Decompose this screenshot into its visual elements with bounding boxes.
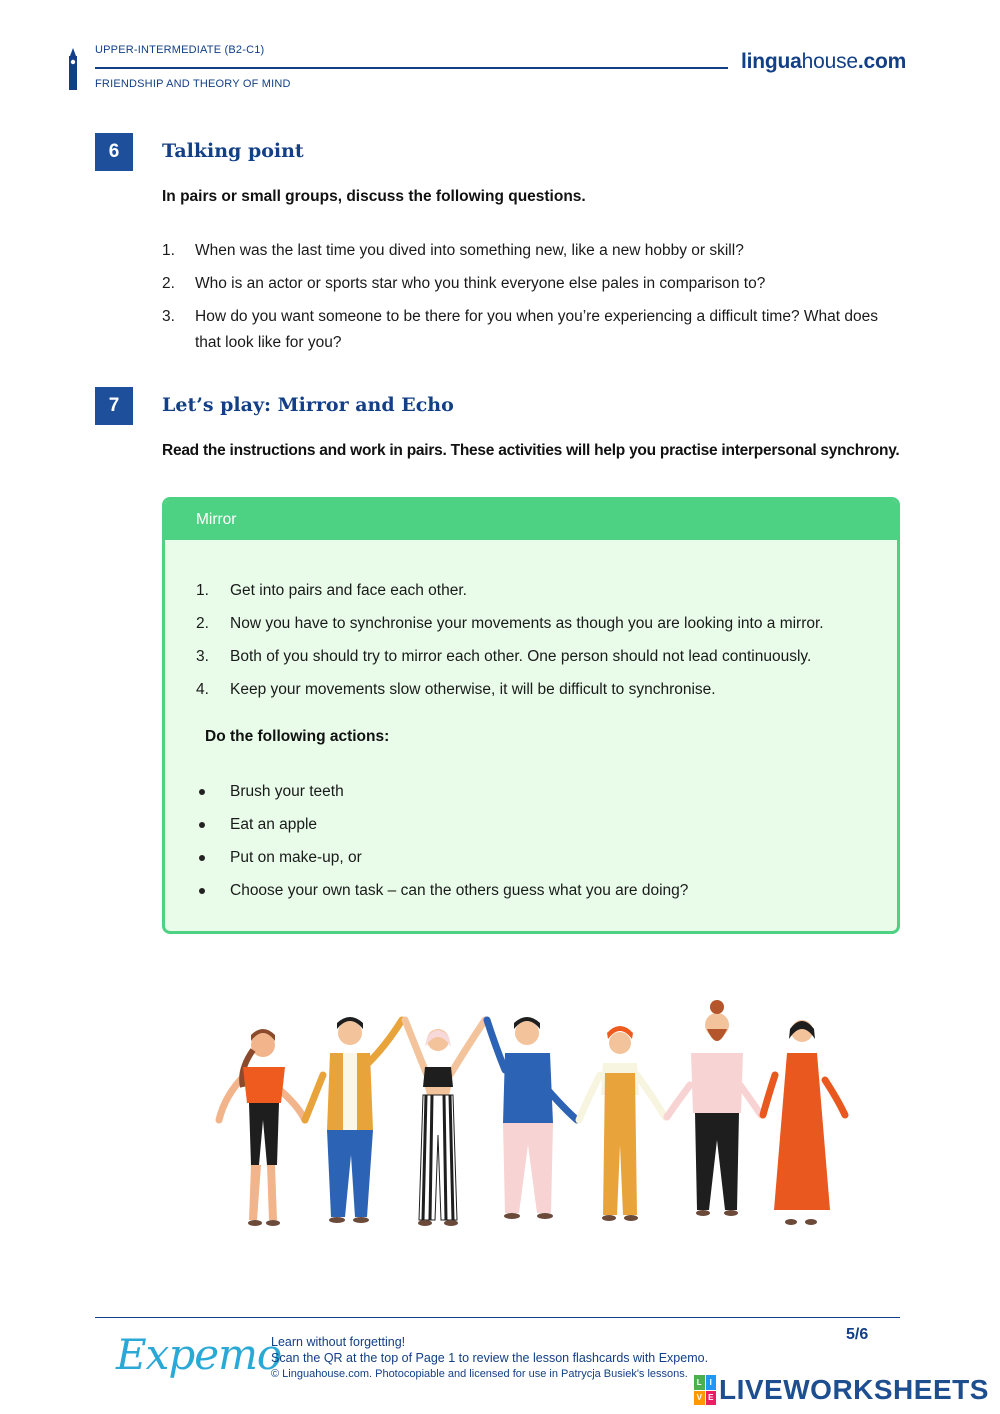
list-item: 2. Now you have to synchronise your movements as though you are looking into a mirror.	[196, 615, 824, 632]
bullet-icon	[199, 822, 205, 828]
topic-label: FRIENDSHIP AND THEORY OF MIND	[95, 78, 291, 90]
footer-text	[271, 1334, 708, 1382]
big-ben-icon	[66, 48, 80, 90]
list-item: 3. Both of you should try to mirror each other. One person should not lead continuously.	[196, 648, 812, 665]
list-item: Choose your own task – can the others guess what you are doing?	[196, 878, 886, 904]
mirror-box	[162, 497, 900, 934]
section-6-badge: 6	[95, 133, 133, 171]
brand-bold: lingua	[741, 50, 802, 73]
mirror-heading: Mirror	[165, 500, 897, 540]
list-item: 3. How do you want someone to be there for you when you’re experiencing a difficult time? What does that look like for you?	[162, 308, 878, 351]
actions-heading: Do the following actions:	[205, 728, 390, 745]
brand-tld: .com	[857, 50, 907, 73]
list-item: Brush your teeth	[196, 779, 886, 805]
footer-line-2: Scan the QR at the top of Page 1 to review the lesson flashcards with Expemo.	[271, 1351, 709, 1365]
section-7-instruction: Read the instructions and work in pairs. These activities will help you practise interpersonal synchrony.	[162, 442, 900, 459]
footer-divider	[95, 1317, 900, 1318]
expemo-logo[interactable]: Expemo	[116, 1330, 282, 1379]
bullet-icon	[199, 855, 205, 861]
section-7-badge: 7	[95, 387, 133, 425]
mirror-steps	[196, 578, 886, 710]
level-label: UPPER-INTERMEDIATE (B2-C1)	[95, 44, 265, 56]
list-item: 1. Get into pairs and face each other.	[196, 582, 467, 599]
section-6-title: Talking point	[162, 140, 304, 162]
bullet-icon	[199, 789, 205, 795]
bullet-icon	[199, 888, 205, 894]
actions-list	[196, 779, 886, 911]
section-6-instruction: In pairs or small groups, discuss the following questions.	[162, 188, 586, 205]
question-list	[162, 238, 907, 363]
footer-line-1: Learn without forgetting!	[271, 1335, 406, 1349]
live-grid-icon: L I V E	[694, 1375, 716, 1405]
linguahouse-logo[interactable]	[741, 50, 906, 74]
page-number: 5/6	[846, 1326, 869, 1343]
footer-copyright: © Linguahouse.com. Photocopiable and licensed for use in Patrycja Busiek's lessons.	[271, 1368, 688, 1380]
brand-light: house	[801, 50, 858, 73]
list-item: 1. When was the last time you dived into something new, like a new hobby or skill?	[162, 242, 744, 259]
list-item: Eat an apple	[196, 812, 886, 838]
section-7-title: Let’s play: Mirror and Echo	[162, 394, 454, 416]
people-holding-hands-illustration	[205, 995, 865, 1240]
header-divider	[95, 67, 728, 69]
list-item: 2. Who is an actor or sports star who you think everyone else pales in comparison to?	[162, 275, 766, 292]
liveworksheets-logo[interactable]	[694, 1372, 989, 1408]
list-item: 4. Keep your movements slow otherwise, it will be difficult to synchronise.	[196, 681, 716, 698]
liveworksheets-text: LIVEWORKSHEETS	[719, 1374, 989, 1405]
list-item: Put on make-up, or	[196, 845, 886, 871]
